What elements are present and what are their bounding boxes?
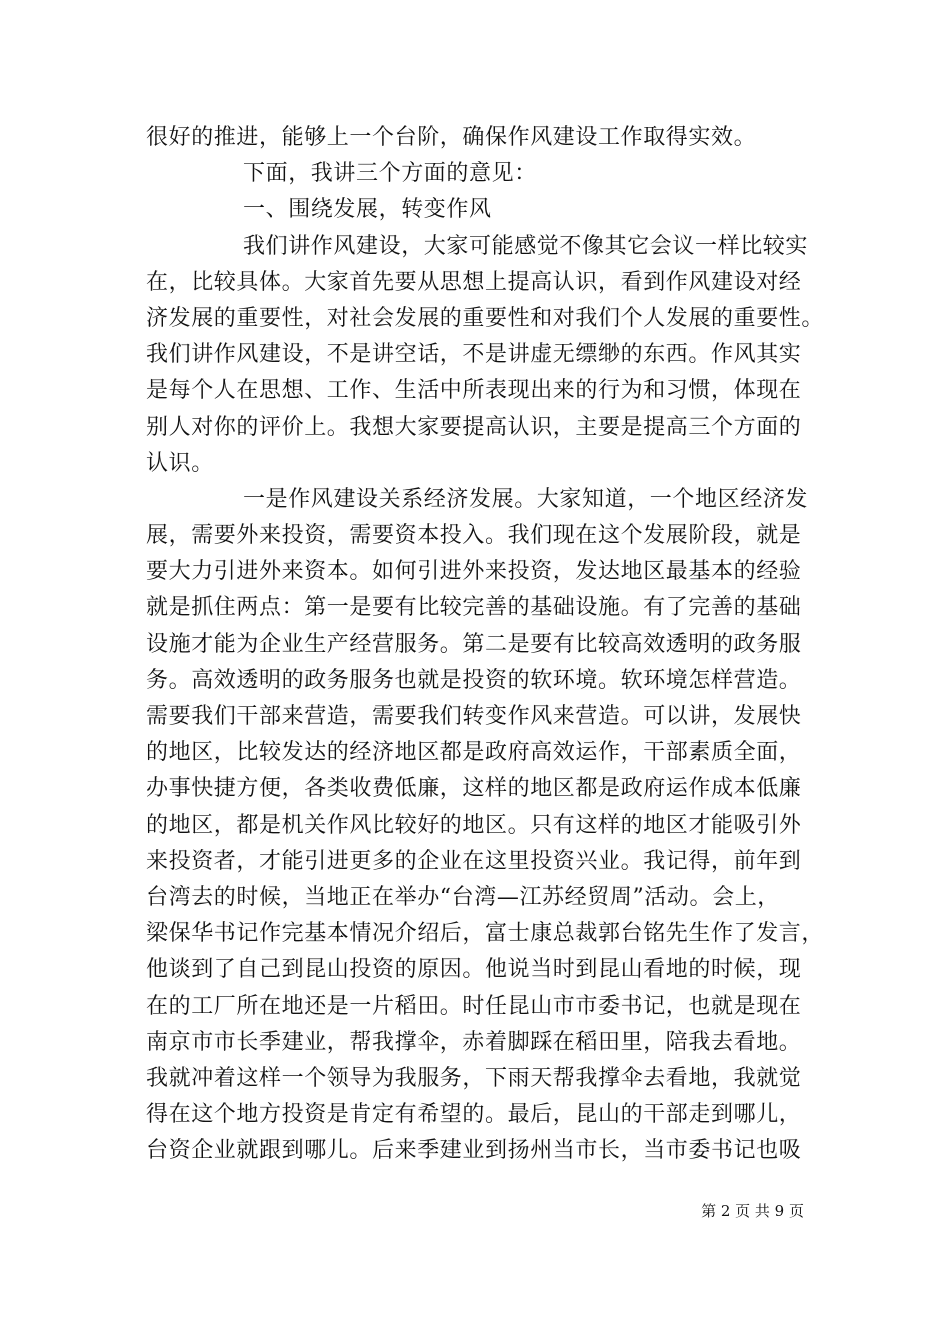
section-heading: 一、围绕发展，转变作风: [243, 197, 492, 223]
text-line: 我们讲作风建设，大家可能感觉不像其它会议一样比较实: [243, 233, 809, 259]
text-line: 他谈到了自己到昆山投资的原因。他说当时到昆山看地的时候，现: [146, 957, 802, 983]
text-line: 济发展的重要性，对社会发展的重要性和对我们个人发展的重要性。: [146, 305, 825, 331]
page-number: 第 2 页 共 9 页: [701, 1202, 804, 1220]
text-line: 梁保华书记作完基本情况介绍后，富士康总裁郭台铭先生作了发言，: [146, 921, 825, 947]
text-line: 是每个人在思想、工作、生活中所表现出来的行为和习惯，体现在: [146, 378, 802, 404]
text-line: 的地区，比较发达的经济地区都是政府高效运作，干部素质全面，: [146, 740, 802, 766]
text-line: 来投资者，才能引进更多的企业在这里投资兴业。我记得，前年到: [146, 848, 802, 874]
text-line: 就是抓住两点：第一是要有比较完善的基础设施。有了完善的基础: [146, 595, 802, 621]
text-line: 需要我们干部来营造，需要我们转变作风来营造。可以讲，发展快: [146, 704, 802, 729]
text-line: 得在这个地方投资是肯定有希望的。最后，昆山的干部走到哪儿，: [146, 1102, 802, 1128]
text-line: 办事快捷方便，各类收费低廉，这样的地区都是政府运作成本低廉: [146, 776, 802, 802]
text-line: 下面，我讲三个方面的意见：: [243, 161, 537, 187]
text-line: 设施才能为企业生产经营服务。第二是要有比较高效透明的政务服: [146, 631, 802, 657]
text-line: 要大力引进外来资本。如何引进外来投资，发达地区最基本的经验: [146, 559, 802, 585]
text-line: 南京市市长季建业，帮我撑伞，赤着脚踩在稻田里，陪我去看地。: [146, 1029, 802, 1055]
document-body: [146, 120, 836, 1169]
text-line: 务。高效透明的政务服务也就是投资的软环境。软环境怎样营造。: [146, 667, 802, 693]
text-line: 别人对你的评价上。我想大家要提高认识，主要是提高三个方面的: [146, 414, 802, 440]
text-line: 我就冲着这样一个领导为我服务，下雨天帮我撑伞去看地，我就觉: [146, 1065, 802, 1091]
text-line: 台资企业就跟到哪儿。后来季建业到扬州当市长，当市委书记也吸: [146, 1138, 802, 1164]
text-line: 一是作风建设关系经济发展。大家知道，一个地区经济发: [243, 486, 809, 512]
text-line: 很好的推进，能够上一个台阶，确保作风建设工作取得实效。: [146, 125, 757, 150]
text-line: 我们讲作风建设，不是讲空话，不是讲虚无缥缈的东西。作风其实: [146, 342, 802, 368]
text-line: 在的工厂所在地还是一片稻田。时任昆山市市委书记，也就是现在: [146, 993, 802, 1019]
text-line: 展，需要外来投资，需要资本投入。我们现在这个发展阶段，就是: [146, 523, 802, 549]
text-line: 在，比较具体。大家首先要从思想上提高认识，看到作风建设对经: [146, 269, 802, 295]
text-line: 台湾去的时候，当地正在举办“台湾—江苏经贸周”活动。会上，: [146, 884, 780, 910]
text-line: 认识。: [146, 450, 214, 476]
page-footer: [0, 1201, 950, 1221]
text-line: 的地区，都是机关作风比较好的地区。只有这样的地区才能吸引外: [146, 812, 802, 838]
